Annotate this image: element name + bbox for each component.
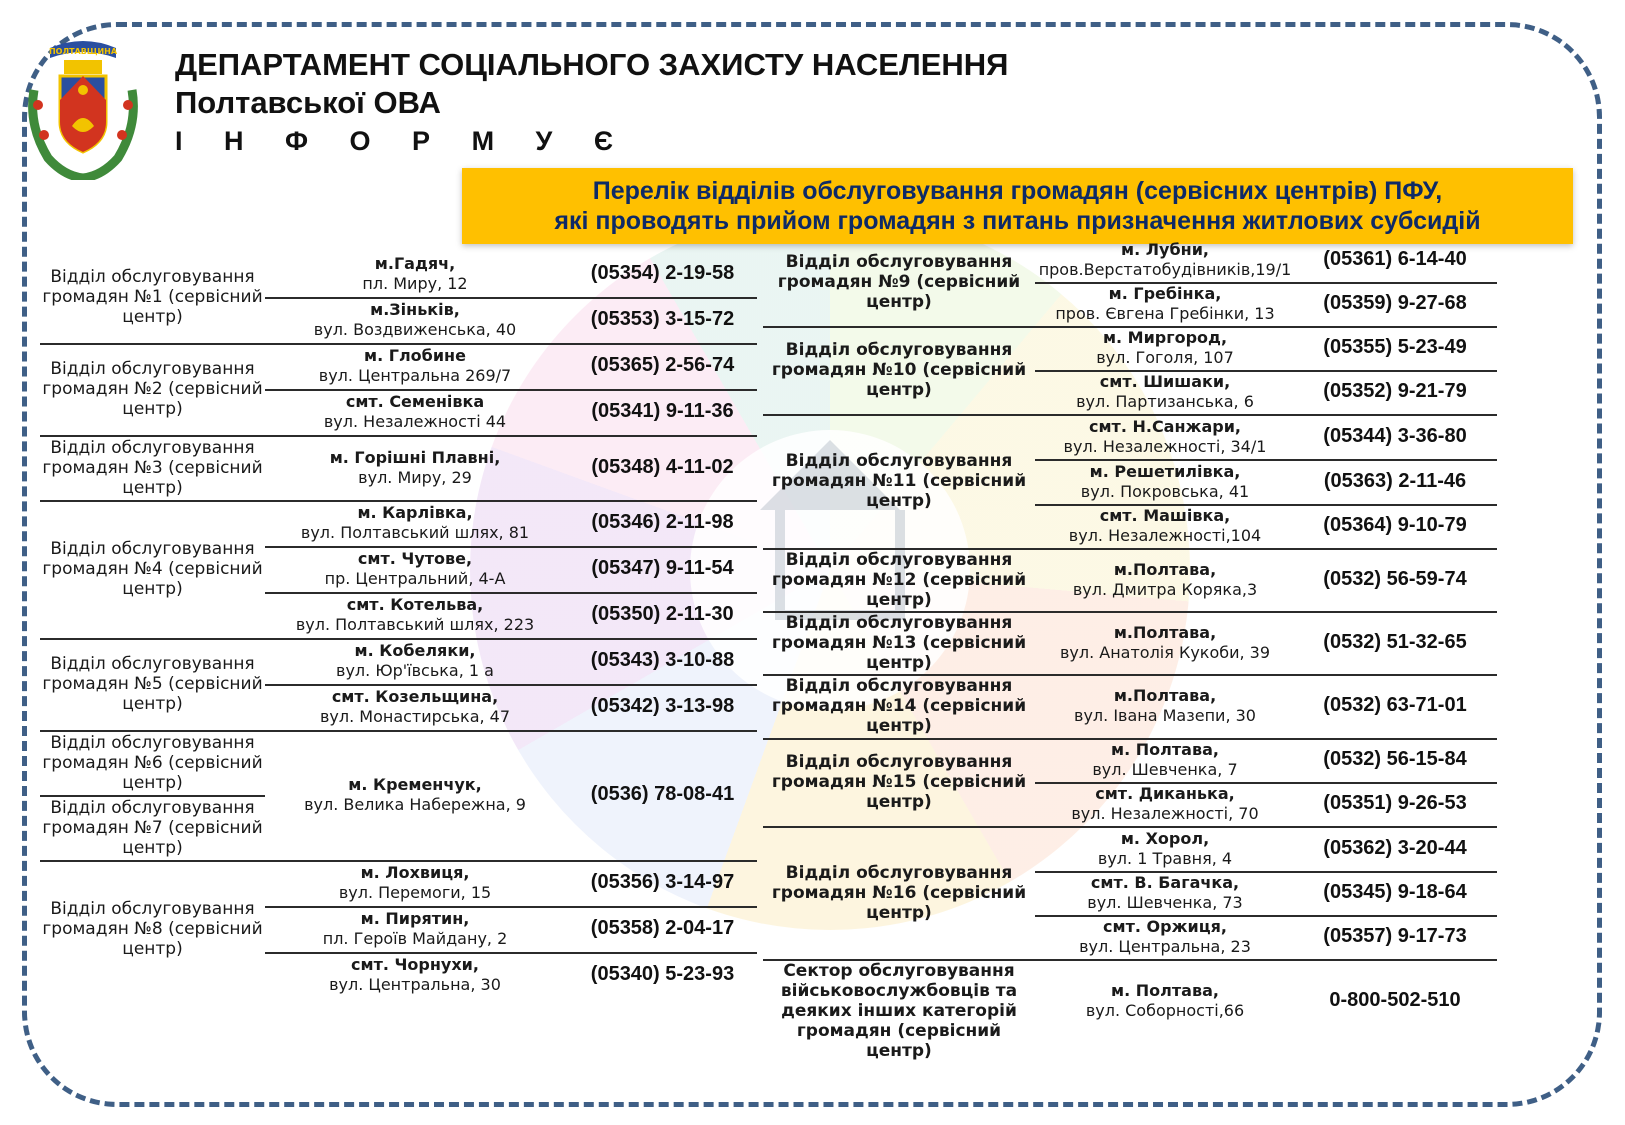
office-city: м. Полтава, — [1111, 981, 1219, 1000]
office-address — [1035, 917, 1295, 957]
office-phone: (05361) 6-14-40 — [1323, 247, 1467, 270]
department-name: Відділ обслуговування громадян №16 (сервісний центр) — [771, 862, 1027, 923]
banner-line-2: які проводять прийом громадян з питань призначення житлових субсидій — [554, 207, 1481, 235]
office-phone: (05346) 2-11-98 — [591, 511, 734, 533]
office-street: вул. Юр'ївська, 1 а — [336, 661, 494, 680]
row-divider — [763, 414, 1497, 416]
office-phone: (05362) 3-20-44 — [1323, 836, 1467, 859]
office-phone: (05353) 3-15-72 — [590, 308, 735, 330]
office-city: смт. Шишаки, — [1099, 372, 1231, 391]
office-address — [265, 448, 565, 488]
row-divider — [1035, 504, 1497, 506]
office-street: пл. Героїв Майдану, 2 — [322, 929, 508, 948]
office-street: вул. Дмитра Коряка,3 — [1072, 579, 1258, 599]
office-phone: (05365) 2-56-74 — [590, 354, 735, 376]
office-address — [1035, 740, 1295, 780]
office-phone: (05355) 5-23-49 — [1323, 336, 1467, 358]
office-address — [1035, 686, 1295, 726]
poltava-coat-of-arms-logo — [24, 30, 142, 180]
office-address — [265, 392, 565, 432]
office-phone: 0-800-502-510 — [1329, 989, 1461, 1011]
office-city: смт. Чутове, — [357, 549, 473, 568]
office-city: смт. Машівка, — [1099, 506, 1231, 525]
office-address — [265, 549, 565, 589]
office-address — [265, 346, 565, 386]
department-name: Відділ обслуговування громадян №14 (сервісний центр) — [771, 676, 1027, 736]
office-street: вул. Велика Набережна, 9 — [304, 795, 526, 814]
department-name: Відділ обслуговування громадян №12 (сервісний центр) — [771, 549, 1027, 610]
office-city: смт. Семенівка — [345, 392, 485, 411]
row-divider — [265, 389, 757, 391]
office-street: вул. Полтавський шлях, 223 — [295, 615, 535, 634]
office-address — [265, 254, 565, 294]
row-divider — [40, 730, 757, 732]
office-phone: (05354) 2-19-58 — [590, 261, 735, 284]
office-address — [1035, 417, 1295, 457]
department-name: Відділ обслуговування громадян №8 (сервісний центр) — [42, 899, 263, 959]
office-city: м.Гадяч, — [374, 253, 456, 273]
office-street: вул. Гоголя, 107 — [1096, 348, 1234, 367]
office-address — [265, 909, 565, 949]
office-phone: (05344) 3-36-80 — [1323, 424, 1467, 447]
department-subtitle: Полтавської ОВА — [175, 85, 441, 120]
row-divider — [265, 592, 757, 594]
office-city: м.Полтава, — [1113, 559, 1217, 579]
office-phone: (0536) 78-08-41 — [590, 783, 735, 805]
office-phone: (05364) 9-10-79 — [1323, 514, 1467, 536]
office-phone: (05345) 9-18-64 — [1323, 881, 1467, 903]
office-phone: (05357) 9-17-73 — [1323, 925, 1467, 947]
office-street: вул. Незалежності, 34/1 — [1063, 436, 1267, 456]
office-phone: (05359) 9-27-68 — [1323, 292, 1467, 314]
row-divider — [265, 546, 757, 548]
office-street: вул. Шевченка, 7 — [1092, 760, 1238, 779]
office-phone: (0532) 51-32-65 — [1323, 630, 1467, 653]
office-street: вул. Незалежності, 70 — [1071, 804, 1259, 823]
office-phone: (05343) 3-10-88 — [590, 649, 735, 671]
row-divider — [1035, 915, 1497, 917]
office-address — [1035, 981, 1295, 1021]
office-phone: (05347) 9-11-54 — [591, 557, 734, 579]
office-city: м.Полтава, — [1113, 686, 1217, 705]
office-address — [1035, 372, 1295, 412]
office-city: м. Миргород, — [1102, 328, 1228, 347]
office-phone: (05352) 9-21-79 — [1323, 380, 1467, 402]
office-address — [265, 300, 565, 340]
office-street: вул. Центральна, 23 — [1079, 937, 1251, 956]
office-street: пл. Миру, 12 — [362, 273, 468, 293]
row-divider — [40, 343, 757, 345]
department-name: Відділ обслуговування громадян №13 (сервісний центр) — [771, 612, 1027, 673]
office-phone: (05348) 4-11-02 — [591, 455, 734, 478]
office-address — [265, 863, 565, 903]
row-divider — [763, 826, 1497, 828]
department-name: Сектор обслуговування військовослужбовців та деяких інших категорій громадян (сервісний центр) — [780, 961, 1018, 1061]
office-city: смт. Чорнухи, — [351, 955, 479, 974]
office-phone: (05341) 9-11-36 — [591, 400, 734, 422]
office-city: смт. Диканька, — [1095, 784, 1235, 803]
office-city: м. Карлівка, — [357, 503, 473, 522]
department-name: Відділ обслуговування громадян №3 (сервісний центр) — [42, 437, 263, 498]
office-phone: (0532) 63-71-01 — [1323, 694, 1467, 716]
office-street: вул. Миру, 29 — [358, 467, 472, 487]
office-city: м. Полтава, — [1111, 740, 1219, 759]
office-city: м. Горішні Плавні, — [329, 447, 501, 467]
office-street: пров. Євгена Гребінки, 13 — [1055, 304, 1275, 323]
office-street: вул. Незалежності 44 — [323, 412, 507, 431]
logo-ribbon-text: ПОЛТАВЩИНА — [48, 47, 118, 56]
office-street: вул. Покровська, 41 — [1080, 481, 1250, 501]
office-phone: (05363) 2-11-46 — [1323, 469, 1467, 492]
header — [175, 46, 1008, 157]
office-street: вул. Полтавський шлях, 81 — [300, 523, 530, 542]
department-name: Відділ обслуговування громадян №4 (сервісний центр) — [42, 539, 263, 599]
office-street: пров.Верстатобудівників,19/1 — [1038, 259, 1292, 279]
row-divider — [265, 297, 757, 299]
office-address — [1035, 328, 1295, 368]
office-city: м. Кобеляки, — [354, 641, 476, 660]
row-divider — [763, 548, 1497, 550]
office-phone: (05351) 9-26-53 — [1323, 792, 1467, 814]
office-street: вул. Партизанська, 6 — [1076, 392, 1254, 411]
office-address — [1035, 623, 1295, 663]
row-divider — [265, 952, 757, 954]
office-address — [1035, 873, 1295, 913]
office-address — [1035, 284, 1295, 324]
office-street: вул. Анатолія Кукоби, 39 — [1059, 642, 1271, 662]
row-divider — [1035, 871, 1497, 873]
row-divider — [763, 326, 1497, 328]
office-phone: (05350) 2-11-30 — [591, 603, 734, 625]
row-divider — [763, 611, 1497, 613]
office-street: вул. Монастирська, 47 — [319, 707, 511, 726]
department-name: Відділ обслуговування громадян №15 (сервісний центр) — [771, 752, 1027, 812]
office-city: смт. Котельва, — [346, 595, 484, 614]
office-street: вул. Соборності,66 — [1085, 1001, 1245, 1020]
office-phone: (0532) 56-15-84 — [1323, 748, 1467, 770]
office-city: м. Кременчук, — [348, 775, 482, 794]
office-address — [265, 641, 565, 681]
office-street: пр. Центральний, 4-А — [324, 569, 506, 588]
office-city: м. Глобине — [364, 346, 466, 365]
office-address — [265, 503, 565, 543]
office-phone: (05340) 5-23-93 — [590, 963, 735, 985]
informs-label: І Н Ф О Р М У Є — [175, 126, 631, 156]
office-address — [1035, 829, 1295, 869]
row-divider — [40, 638, 757, 640]
office-phone: (05358) 2-04-17 — [590, 917, 735, 939]
office-city: м. Лохвиця, — [360, 863, 470, 882]
office-street: вул. 1 Травня, 4 — [1097, 848, 1233, 868]
office-phone: (05342) 3-13-98 — [590, 695, 735, 717]
office-address — [265, 687, 565, 727]
office-address — [265, 775, 565, 815]
department-name: Відділ обслуговування громадян №7 (сервісний центр) — [42, 797, 263, 858]
row-divider — [1035, 782, 1497, 784]
row-divider — [265, 684, 757, 686]
office-address — [1035, 240, 1295, 280]
office-address — [265, 595, 565, 635]
office-street: вул. Воздвиженська, 40 — [313, 320, 517, 339]
office-city: м.Полтава, — [1113, 622, 1217, 642]
office-address — [1035, 506, 1295, 546]
office-city: м. Гребінка, — [1108, 284, 1222, 303]
office-address — [265, 955, 565, 995]
department-name: Відділ обслуговування громадян №1 (сервісний центр) — [42, 266, 263, 327]
banner-line-1: Перелік відділів обслуговування громадян (сервісних центрів) ПФУ, — [592, 177, 1443, 205]
department-name: Відділ обслуговування громадян №9 (сервісний центр) — [777, 251, 1021, 312]
title-banner — [462, 168, 1573, 244]
row-divider — [265, 906, 757, 908]
office-city: м. Пирятин, — [360, 909, 470, 928]
office-address — [1035, 784, 1295, 824]
department-name: Відділ обслуговування громадян №10 (сервісний центр) — [771, 340, 1027, 400]
office-street: вул. Перемоги, 15 — [338, 883, 492, 902]
row-divider — [763, 674, 1497, 676]
row-divider — [1035, 370, 1497, 372]
office-city: смт. Козельщина, — [331, 687, 499, 706]
row-divider — [40, 860, 757, 862]
department-name: Відділ обслуговування громадян №11 (сервісний центр) — [771, 451, 1027, 511]
office-address — [1035, 462, 1295, 502]
row-divider — [763, 738, 1497, 740]
row-divider — [40, 795, 265, 797]
department-title: ДЕПАРТАМЕНТ СОЦІАЛЬНОГО ЗАХИСТУ НАСЕЛЕННЯ — [175, 47, 1009, 82]
row-divider — [40, 500, 757, 502]
office-street: вул. Івана Мазепи, 30 — [1074, 706, 1256, 725]
row-divider — [40, 435, 757, 437]
office-street: вул. Центральна, 30 — [329, 975, 501, 994]
office-street: вул. Центральна 269/7 — [318, 366, 512, 385]
office-city: смт. Н.Санжари, — [1088, 416, 1241, 436]
department-name: Відділ обслуговування громадян №2 (сервісний центр) — [42, 359, 263, 419]
row-divider — [1035, 282, 1497, 284]
department-name: Відділ обслуговування громадян №6 (сервісний центр) — [42, 732, 263, 793]
office-street: вул. Незалежності,104 — [1068, 526, 1262, 545]
office-city: м.Зіньків, — [370, 300, 460, 319]
row-divider — [1035, 459, 1497, 461]
department-name: Відділ обслуговування громадян №5 (сервісний центр) — [42, 654, 263, 714]
office-phone: (05356) 3-14-97 — [590, 871, 735, 893]
office-city: смт. Оржиця, — [1103, 917, 1227, 936]
office-city: м. Лубни, — [1121, 239, 1209, 259]
office-address — [1035, 560, 1295, 600]
office-city: м. Хорол, — [1120, 828, 1210, 848]
office-street: вул. Шевченка, 73 — [1087, 893, 1243, 912]
office-city: м. Решетилівка, — [1089, 461, 1241, 481]
row-divider — [763, 959, 1497, 961]
office-city: смт. В. Багачка, — [1090, 873, 1240, 892]
office-phone: (0532) 56-59-74 — [1323, 567, 1467, 590]
